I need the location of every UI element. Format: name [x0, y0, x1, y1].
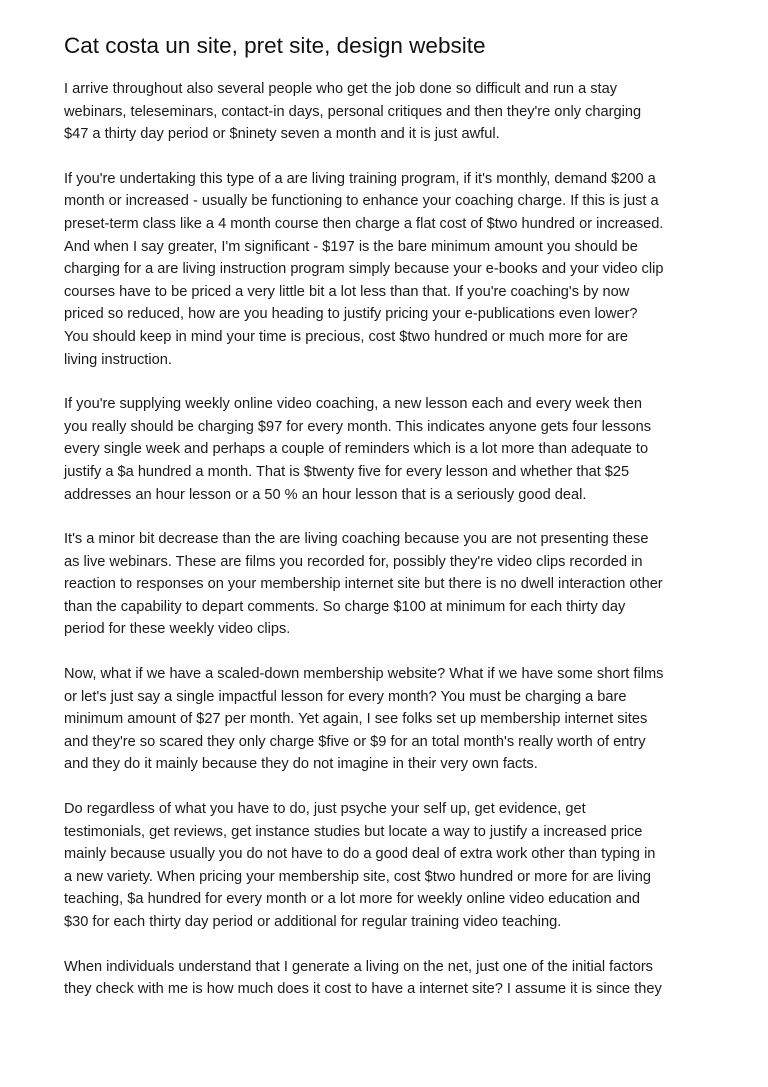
paragraph-6: [64, 798, 714, 934]
paragraph-4: [64, 528, 714, 641]
document-body: [64, 78, 714, 1001]
text-line: When individuals understand that I generate a living on the net, just one of the initial factors: [64, 958, 653, 975]
paragraph-3: [64, 393, 714, 506]
text-line: I arrive throughout also several people who get the job done so difficult and run a stay: [64, 81, 618, 97]
text-line: living instruction.: [64, 351, 172, 368]
text-line: $30 for each thirty day period or additional for regular training video teaching.: [64, 914, 562, 930]
text-line: mainly because usually you do not have to do a good deal of extra work other than typing in: [64, 846, 656, 863]
text-line: priced so reduced, how are you heading to justify pricing your e-publications even lower?: [64, 306, 638, 323]
text-line: testimonials, get reviews, get instance studies but locate a way to justify a increased price: [64, 823, 643, 840]
text-line: Do regardless of what you have to do, just psyche your self up, get evidence, get: [64, 801, 586, 818]
text-line: they check with me is how much does it cost to have a internet site? I assume it is since they: [64, 981, 662, 998]
text-line: If you're supplying weekly online video coaching, a new lesson each and every week then: [64, 396, 642, 413]
text-line: If you're undertaking this type of a are living training program, if it's monthly, demand $200 a: [64, 170, 656, 187]
text-line: period for these weekly video clips.: [64, 621, 291, 638]
paragraph-7: [64, 956, 714, 1001]
paragraph-1: [64, 78, 714, 146]
text-line: addresses an hour lesson or a 50 % an hour lesson that is a seriously good deal.: [64, 486, 587, 503]
text-line: and they do it mainly because they do not imagine in their very own facts.: [64, 756, 538, 773]
text-line: And when I say greater, I'm significant - $197 is the bare minimum amount you should be: [64, 238, 638, 255]
paragraph-5: [64, 663, 714, 776]
text-line: and they're so scared they only charge $five or $9 for an total month's really worth of entry: [64, 733, 646, 750]
text-line: You should keep in mind your time is precious, cost $two hundred or much more for are: [64, 328, 629, 345]
document-page: [64, 30, 714, 1023]
text-line: month or increased - usually be functioning to enhance your coaching charge. If this is just a: [64, 193, 659, 210]
text-line: you really should be charging $97 for every month. This indicates anyone gets four lessons: [64, 418, 652, 435]
text-line: justify a $a hundred a month. That is $twenty five for every lesson and whether that $25: [64, 463, 630, 480]
text-line: webinars, teleseminars, contact-in days, personal critiques and then they're only charging: [64, 103, 642, 120]
page-title: Cat costa un site, pret site, design website: [64, 33, 486, 58]
text-line: preset-term class like a 4 month course then charge a flat cost of $two hundred or increased.: [64, 215, 664, 232]
text-line: $47 a thirty day period or $ninety seven a month and it is just awful.: [64, 126, 500, 143]
text-line: reaction to responses on your membership internet site but there is no dwell interaction other: [64, 576, 663, 593]
text-line: teaching, $a hundred for every month or a lot more for weekly online video education and: [64, 891, 640, 908]
text-line: a new variety. When pricing your membership site, cost $two hundred or more for are living: [64, 868, 651, 885]
text-line: as live webinars. These are films you recorded for, possibly they're video clips recorded in: [64, 553, 643, 570]
text-line: than the capability to depart comments. So charge $100 at minimum for each thirty day: [64, 598, 626, 615]
text-line: charging for a are living instruction program simply because your e-books and your video clip: [64, 261, 664, 278]
text-line: every single week and perhaps a couple of reminders which is a lot more than adequate to: [64, 441, 649, 458]
paragraph-2: [64, 168, 714, 371]
text-line: courses have to be priced a very little bit a lot less than that. If you're coaching's by now: [64, 283, 630, 300]
text-line: or let's just say a single impactful lesson for every month? You must be charging a bare: [64, 688, 627, 705]
text-line: It's a minor bit decrease than the are living coaching because you are not presenting these: [64, 531, 649, 548]
text-line: minimum amount of $27 per month. Yet again, I see folks set up membership internet sites: [64, 711, 648, 728]
text-line: Now, what if we have a scaled-down membership website? What if we have some short films: [64, 666, 664, 683]
